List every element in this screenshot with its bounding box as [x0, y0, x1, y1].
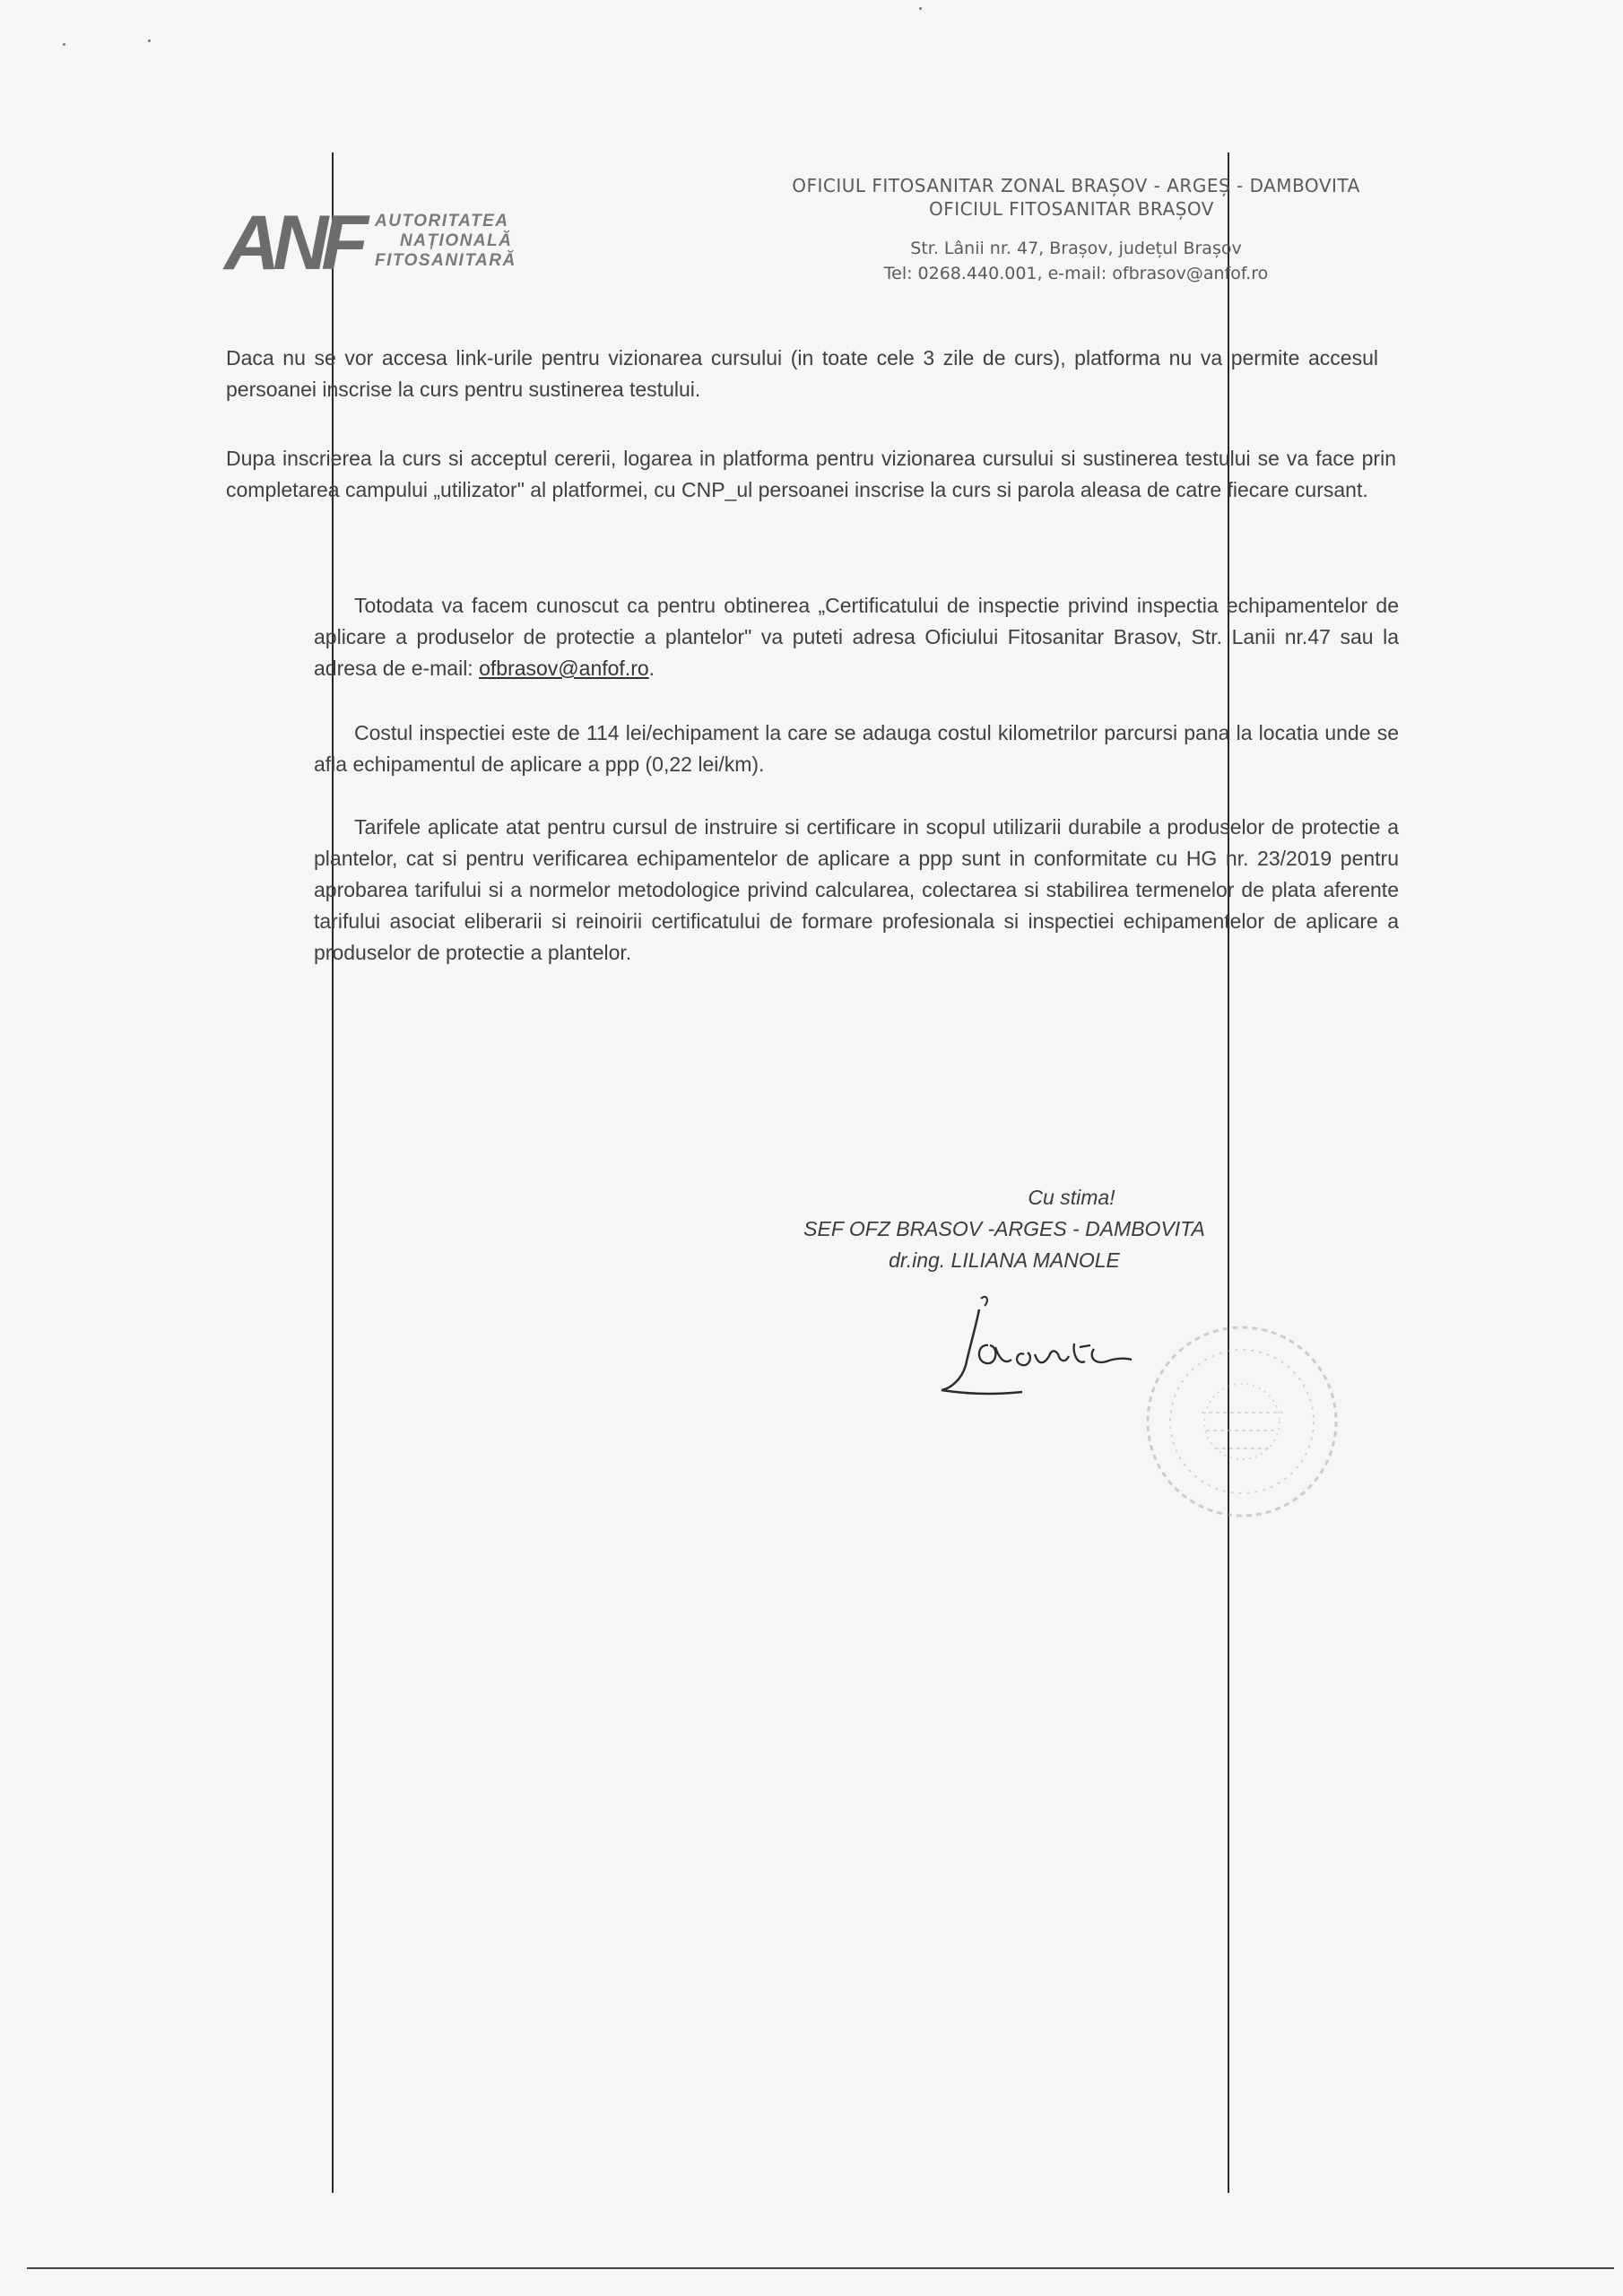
office-line-1: OFICIUL FITOSANITAR ZONAL BRAȘOV - ARGEȘ - DAMBOVITA — [792, 175, 1360, 196]
scan-speck — [63, 43, 65, 46]
paragraph-2: Dupa inscrierea la curs si acceptul cererii, logarea in platforma pentru vizionarea cursului si sustinerea testului se va face prin completarea campului „utilizator" al platformei, cu CNP_ul persoanei inscrise la curs si parola aleasa de catre fiecare cursant. — [226, 447, 1396, 501]
page-bottom-edge — [27, 2267, 1614, 2269]
anf-logo-mark: ANF — [224, 200, 361, 286]
scan-speck — [919, 7, 922, 10]
office-header — [753, 174, 1399, 286]
office-address: Str. Lânii nr. 47, Brașov, județul Brașov — [910, 239, 1242, 258]
email-link[interactable]: ofbrasov@anfof.ro — [479, 657, 649, 680]
handwritten-signature — [924, 1292, 1157, 1417]
logo-line: AUTORITATEA — [375, 212, 509, 230]
paragraph-3-end: . — [648, 657, 655, 680]
anf-logo-text — [375, 212, 516, 271]
closing-greeting: Cu stima! — [1028, 1186, 1115, 1209]
paragraph-1: Daca nu se vor accesa link-urile pentru vizionarea cursului (in toate cele 3 zile de curs), platforma nu va permite accesul persoanei inscrise la curs pentru sustinerea testului. — [226, 346, 1378, 401]
closing-block — [717, 1182, 1291, 1276]
logo-line: NAȚIONALĂ — [400, 231, 513, 250]
paragraph-5: Tarifele aplicate atat pentru cursul de instruire si certificare in scopul utilizarii durabile a produselor de protectie a plantelor, cat si pentru verificarea echipamentelor de aplicare a ppp sunt in conformitate cu HG nr. 23/2019 pentru aprobarea tarifului si a normelor metodologice privind calcularea, colectarea si stabilirea termenelor de plata aferente tarifului asociat eliberarii si reinoirii certificatului de formare profesionala si inspectiei echipamentelor de aplicare a produselor de protectie a plantelor. — [314, 815, 1399, 964]
paragraph-3 — [314, 590, 1399, 684]
official-stamp — [1139, 1318, 1345, 1525]
scan-speck — [148, 39, 151, 42]
paragraph-4: Costul inspectiei este de 114 lei/echipament la care se adauga costul kilometrilor parcursi pana la locatia unde se afla echipamentul de aplicare a ppp (0,22 lei/km). — [314, 721, 1399, 776]
office-contact: Tel: 0268.440.001, e-mail: ofbrasov@anfof.ro — [883, 264, 1269, 283]
logo-line: FITOSANITARĂ — [375, 251, 516, 270]
paragraph-3-text: Totodata va facem cunoscut ca pentru obtinerea „Certificatului de inspectie privind inspectia echipamentelor de aplicare a produselor de protectie a plantelor" va puteti adresa Oficiului Fitosanitar Brasov, Str. Lanii nr.47 sau la adresa de e-mail: — [314, 594, 1399, 680]
office-line-2: OFICIUL FITOSANITAR BRAȘOV — [929, 198, 1214, 220]
signatory-title: SEF OFZ BRASOV -ARGES - DAMBOVITA — [803, 1217, 1205, 1240]
signatory-name: dr.ing. LILIANA MANOLE — [889, 1248, 1120, 1272]
